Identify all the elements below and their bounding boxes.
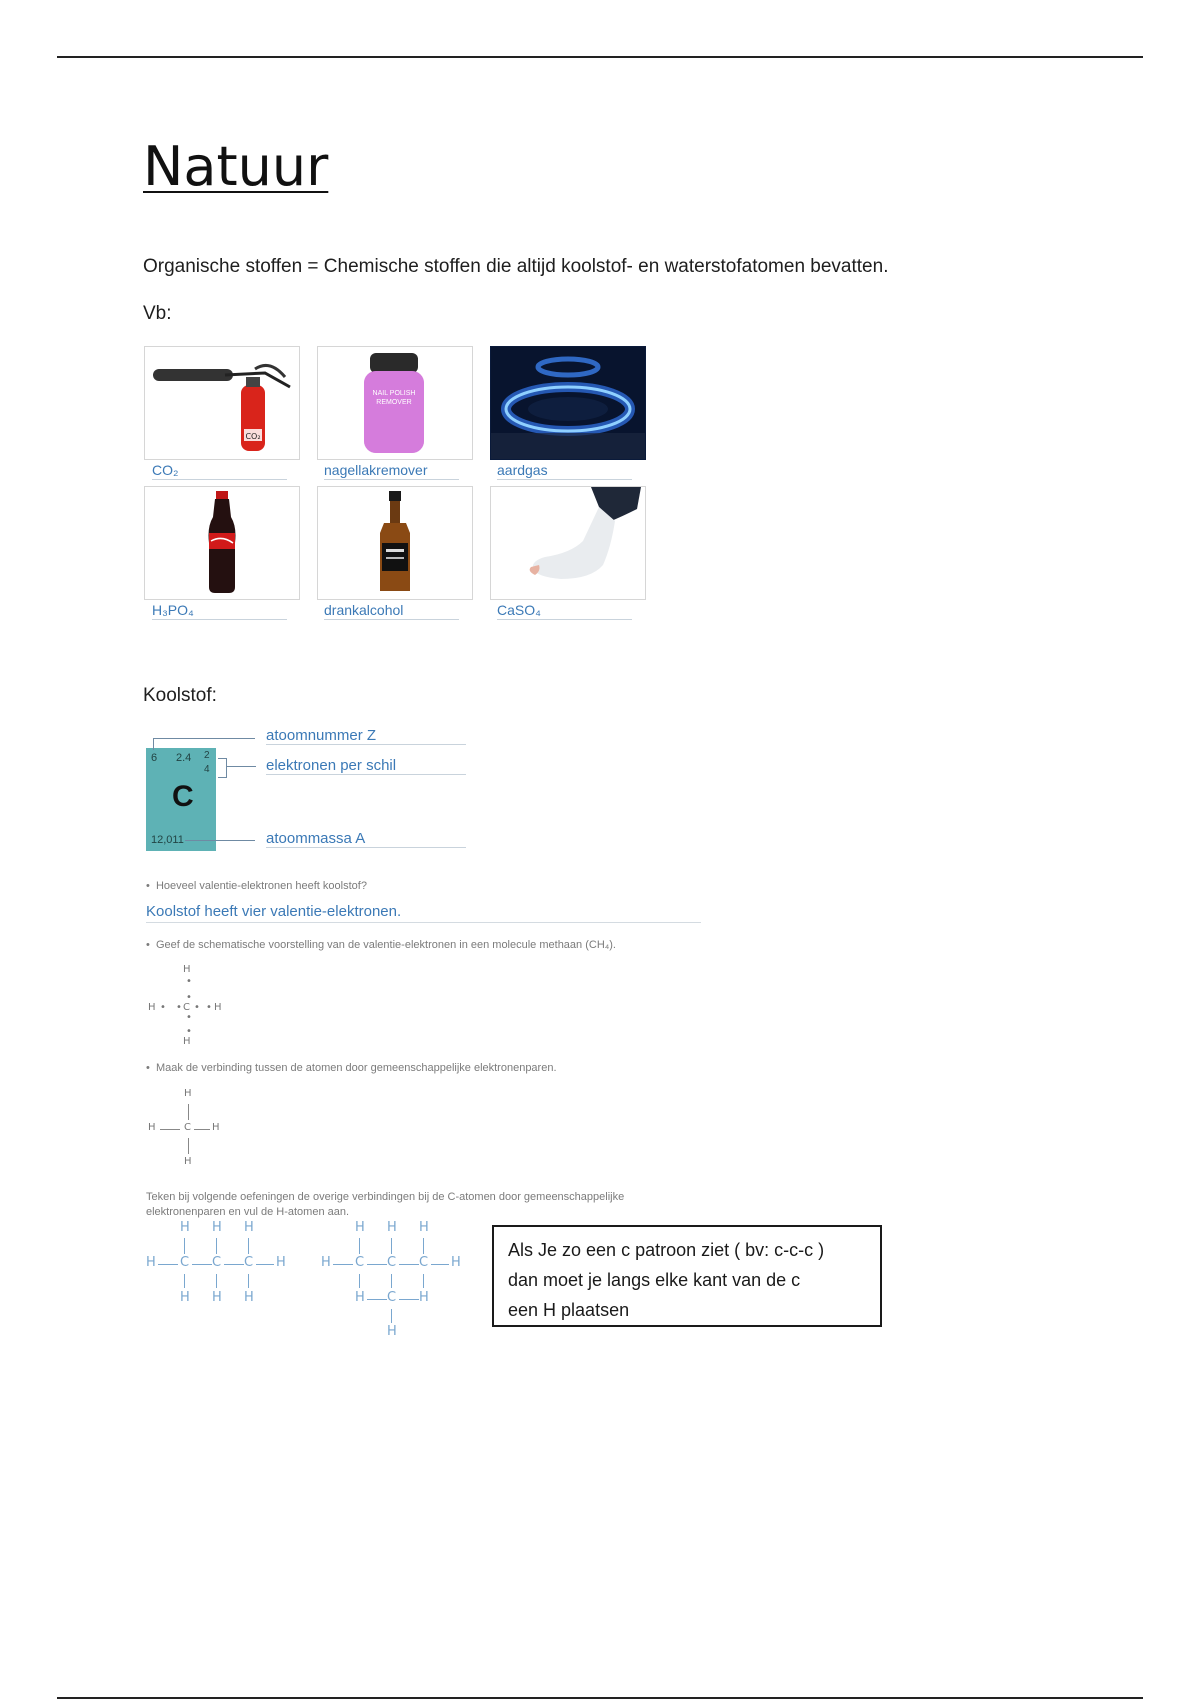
atom-h-bottom: H [183, 1036, 191, 1047]
question-2: • Geef de schematische voorstelling van de valentie-elektronen in een molecule methaan (CH₄). [146, 939, 616, 951]
question-1-text: Hoeveel valentie-elektronen heeft koolstof? [155, 880, 367, 892]
dot: • [186, 1012, 192, 1023]
bond [216, 1274, 217, 1288]
plaster-cast-foot-icon [491, 487, 645, 599]
connector-z-drop [153, 738, 154, 750]
atom-h-right: H [214, 1002, 222, 1013]
shell-2-count: 4 [204, 764, 210, 775]
question-3: • Maak de verbinding tussen de atomen door gemeenschappelijke elektronenparen. [146, 1062, 557, 1074]
page-title: Natuur [143, 135, 329, 198]
bottle-label-text: NAIL POLISH REMOVER [372, 390, 416, 406]
dot: • [194, 1002, 200, 1013]
gas-flame-icon [491, 347, 645, 459]
svg-text:CO₂: CO₂ [245, 432, 261, 441]
note-line-2: dan moet je langs elke kant van de c [508, 1270, 801, 1290]
atom-c-center: C [183, 1002, 190, 1013]
electron-config: 2.4 [176, 752, 192, 764]
connector-a [185, 840, 255, 841]
answer-1: Koolstof heeft vier valentie-elektronen. [146, 903, 701, 923]
atom-c: C [244, 1255, 254, 1270]
dot: • [160, 1002, 166, 1013]
atom-h: H [276, 1255, 286, 1270]
example-tile-nail-polish-remover [317, 346, 473, 460]
shell-1-count: 2 [204, 750, 210, 761]
bond [431, 1264, 449, 1265]
bond [399, 1299, 419, 1300]
atom-h: H [355, 1290, 365, 1305]
atomic-number: 6 [151, 752, 158, 764]
example-label-h3po4: H₃PO₄ [152, 602, 287, 620]
label-atoommassa: atoommassa A [266, 830, 466, 848]
atom-c-center: C [184, 1122, 191, 1133]
example-tile-cola [144, 486, 300, 600]
bond [184, 1238, 185, 1254]
example-label-caso4: CaSO₄ [497, 602, 632, 620]
cola-bottle-icon [145, 487, 299, 599]
atomic-mass: 12,011 [151, 834, 184, 846]
atom-h-right: H [212, 1122, 220, 1133]
bond [367, 1299, 387, 1300]
note-line-3: een H plaatsen [508, 1300, 630, 1320]
atom-h-left: H [148, 1002, 156, 1013]
atom-h: H [244, 1220, 254, 1235]
question-2-text: Geef de schematische voorstelling van de valentie-elektronen in een molecule methaan (CH₄). [155, 939, 616, 951]
atom-h: H [321, 1255, 331, 1270]
atom-h-top: H [183, 964, 191, 975]
atom-h: H [451, 1255, 461, 1270]
atom-h: H [180, 1220, 190, 1235]
example-label-aardgas: aardgas [497, 462, 632, 480]
atom-c: C [387, 1255, 397, 1270]
bond [248, 1274, 249, 1288]
bond [248, 1238, 249, 1254]
element-tile-carbon [146, 748, 216, 851]
element-symbol: C [172, 780, 194, 813]
atom-h: H [212, 1220, 222, 1235]
note-line-1: Als Je zo een c patroon ziet ( bv: c-c-c ) [508, 1240, 825, 1260]
nail-polish-remover-bottle-icon [318, 347, 472, 459]
bond [367, 1264, 387, 1265]
atom-h: H [419, 1290, 429, 1305]
bond-top [188, 1104, 189, 1120]
bond [423, 1274, 424, 1288]
dot: • [186, 976, 192, 987]
bond [399, 1264, 419, 1265]
bond-bottom [188, 1138, 189, 1154]
bond [224, 1264, 244, 1265]
whiskey-bottle-icon [318, 487, 472, 599]
bond [333, 1264, 353, 1265]
bond [359, 1238, 360, 1254]
atom-h-left: H [148, 1122, 156, 1133]
atom-h: H [244, 1290, 254, 1305]
note-textbox [492, 1225, 882, 1327]
atom-h: H [212, 1290, 222, 1305]
bond [423, 1238, 424, 1254]
question-1: • Hoeveel valentie-elektronen heeft koolstof? [146, 880, 367, 892]
connector-shells [226, 766, 256, 767]
bond [216, 1238, 217, 1254]
definition-text: Organische stoffen = Chemische stoffen die altijd koolstof- en waterstofatomen bevatten. [143, 256, 889, 277]
example-tile-whiskey [317, 486, 473, 600]
atom-h: H [180, 1290, 190, 1305]
example-tile-extinguisher [144, 346, 300, 460]
structural-methane [146, 1086, 236, 1176]
atom-c: C [355, 1255, 365, 1270]
bond [192, 1264, 212, 1265]
bond [391, 1274, 392, 1288]
koolstof-heading: Koolstof: [143, 685, 217, 706]
connector-z [153, 738, 255, 739]
dot: • [186, 1026, 192, 1037]
label-atoomnummer: atoomnummer Z [266, 727, 466, 745]
atom-c: C [419, 1255, 429, 1270]
bond [359, 1274, 360, 1288]
atom-h-bottom: H [184, 1156, 192, 1167]
atom-h: H [387, 1220, 397, 1235]
connector-shells-bracket [218, 758, 227, 778]
bond [391, 1309, 392, 1323]
atom-h: H [355, 1220, 365, 1235]
atom-h: H [419, 1220, 429, 1235]
atom-c: C [212, 1255, 222, 1270]
vb-label: Vb: [143, 303, 172, 324]
bond [391, 1238, 392, 1254]
atom-h: H [387, 1324, 397, 1339]
atom-c: C [387, 1290, 397, 1305]
bottom-rule [57, 1697, 1143, 1699]
structure-c3 [146, 1220, 296, 1310]
question-3-text: Maak de verbinding tussen de atomen door gemeenschappelijke elektronenparen. [155, 1062, 557, 1074]
atom-c: C [180, 1255, 190, 1270]
example-label-nagellakremover: nagellakremover [324, 462, 459, 480]
lewis-methane [146, 962, 236, 1052]
example-tile-plaster-foot [490, 486, 646, 600]
bond [184, 1274, 185, 1288]
example-tile-gas-flame [490, 346, 646, 460]
fire-extinguisher-icon [145, 347, 299, 459]
bond-left [160, 1129, 180, 1130]
bond [256, 1264, 274, 1265]
structure-c4-branched [321, 1220, 471, 1342]
atom-h: H [146, 1255, 156, 1270]
bond [158, 1264, 178, 1265]
atom-h-top: H [184, 1088, 192, 1099]
bond-right [194, 1129, 210, 1130]
dot: • [186, 992, 192, 1003]
question-4: Teken bij volgende oefeningen de overige verbindingen bij de C-atomen door gemeenschappelijke elektronenparen en vul de H-atomen aan. [146, 1191, 625, 1218]
example-label-drankalcohol: drankalcohol [324, 602, 459, 620]
dot: • [176, 1002, 182, 1013]
dot: • [206, 1002, 212, 1013]
label-elektronen-per-schil: elektronen per schil [266, 757, 466, 775]
example-label-co2: CO₂ [152, 462, 287, 480]
top-rule [57, 56, 1143, 58]
